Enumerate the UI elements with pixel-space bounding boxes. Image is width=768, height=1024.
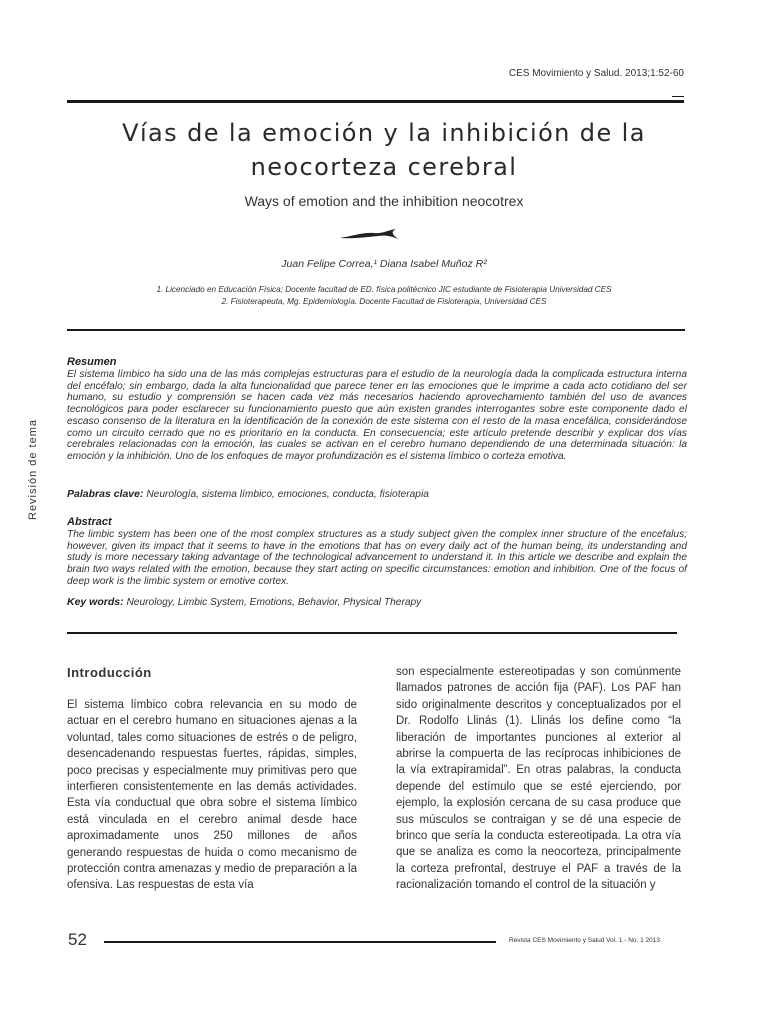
top-rule-tick (672, 96, 684, 97)
lower-rule (67, 632, 677, 634)
introduction-left-column: El sistema límbico cobra relevancia en su modo de actuar en el cerebro humano en situaciones ajenas a la voluntad, tales como situaciones de estrés o de peligro, desencadenando respuestas fuertes, rápidas, simples, poco precisas y especialmente muy primitivas pero que interfieren consistentemente en las demás actividades. Esta vía conductual que obra sobre el sistema límbico está vinculada en el cerebro animal desde hace aproximadamente unos 250 millones de años generando respuestas de huida o como mecanismo de protección contra amenazas y medio de preparación a la ofensiva. Las respuestas de esta vía (67, 699, 357, 892)
key-words (67, 596, 687, 608)
palabras-clave (67, 488, 687, 500)
abstract-body: The limbic system has been one of the most complex structures as a study subject given the complex inner structure of the encefalus; however, given its impact that it seems to have in the emotions that has on every daily act of the human being, its understanding and study is more necessary taking advantage of the technological advancement to understand it. In this article we describe and explain the brain two ways related with the emotion, because they start acting on specific circumstances: emotion and inhibition. One of the focus of deep work is the limbic system or emotive cortex. (67, 529, 687, 587)
article-title (60, 116, 708, 184)
authors: Juan Felipe Correa,¹ Diana Isabel Muñoz R² (281, 258, 487, 270)
resumen-heading: Resumen (67, 356, 117, 368)
introduction-right-column: son especialmente estereotipadas y son comúnmente llamados patrones de acción fija (PAF). Los PAF han sido originalmente descritos y conceptualizados por el Dr. Rodolfo Llinás (1). Llinás los define como “la liberación de importantes punciones al exterior al abrirse la compuerta de las recíprocas inhibiciones de la vía extrapiramidal”. En otras palabras, la conducta depende del estímulo que se esté ejerciendo, por ejemplo, la explosión cercana de su casa produce que sus músculos se contraigan y se dé una especie de brinco que sería la conducta estereotipada. La otra vía que se analiza es como la neocorteza, principalmente la corteza prefrontal, destruye el PAF a través de la racionalización tomando el control de la situación y (396, 666, 681, 892)
abstract-heading: Abstract (67, 516, 112, 528)
affiliation-2: 2. Fisioterapeuta, Mg. Epidemiología. Docente Facultad de Fisioterapia, Universidad CES (221, 297, 547, 306)
resumen-body: El sistema límbico ha sido una de las más complejas estructuras para el estudio de la neurología dada la complicada estructura interna del encéfalo; sin embargo, dada la alta funcionalidad que parece tener en las emociones que le imprime a cada acto cotidiano del ser humano, su estudio y comprensión se hacen cada vez más necesarios haciendo aprovechamiento también del uso de avances tecnológicos para poder esclarecer su funcionamiento puesto que aún existen grandes interrogantes sobre este componente dado el escaso consenso de la literatura en la identificación de la conexión de este sistema con el resto de la masa encefálica, considerándose como un circuito cerrado que no es prioritario en la conducta. En consecuencia; este artículo pretende describir y explicar dos vías cerebrales relacionadas con la emoción, las cuales se activan en el cerebro humano dependiendo de una determinada situación: la emoción y la inhibición. Uno de los enfoques de mayor profundización es el sistema límbico o corteza emotiva. (67, 369, 687, 462)
title-line-1: Vías de la emoción y la inhibición de la (122, 119, 646, 147)
article-subtitle: Ways of emotion and the inhibition neocotrex (244, 193, 524, 209)
key-words-label: Key words: (67, 596, 124, 608)
ornament-flourish-icon (338, 226, 406, 244)
affiliation-1: 1. Licenciado en Educación Física; Docente facultad de ED. física politécnico JIC estudiante de Fisioterapia Universidad CES (156, 285, 612, 294)
title-line-2: neocorteza cerebral (250, 153, 518, 181)
page-number: 52 (68, 930, 87, 949)
footer-reference: Revista CES Movimiento y Salud Vol. 1 - No. 1 2013 (509, 937, 661, 944)
section-side-label: Revisión de tema (27, 419, 39, 520)
footer-rule (104, 941, 496, 943)
journal-reference: CES Movimiento y Salud. 2013;1:52-60 (508, 68, 684, 79)
palabras-clave-text: Neurología, sistema límbico, emociones, conducta, fisioterapia (146, 489, 429, 500)
top-rule (67, 100, 684, 103)
key-words-text: Neurology, Limbic System, Emotions, Behavior, Physical Therapy (126, 597, 422, 608)
middle-rule (67, 329, 685, 331)
introduction-heading: Introducción (67, 665, 152, 680)
palabras-clave-label: Palabras clave: (67, 488, 144, 500)
